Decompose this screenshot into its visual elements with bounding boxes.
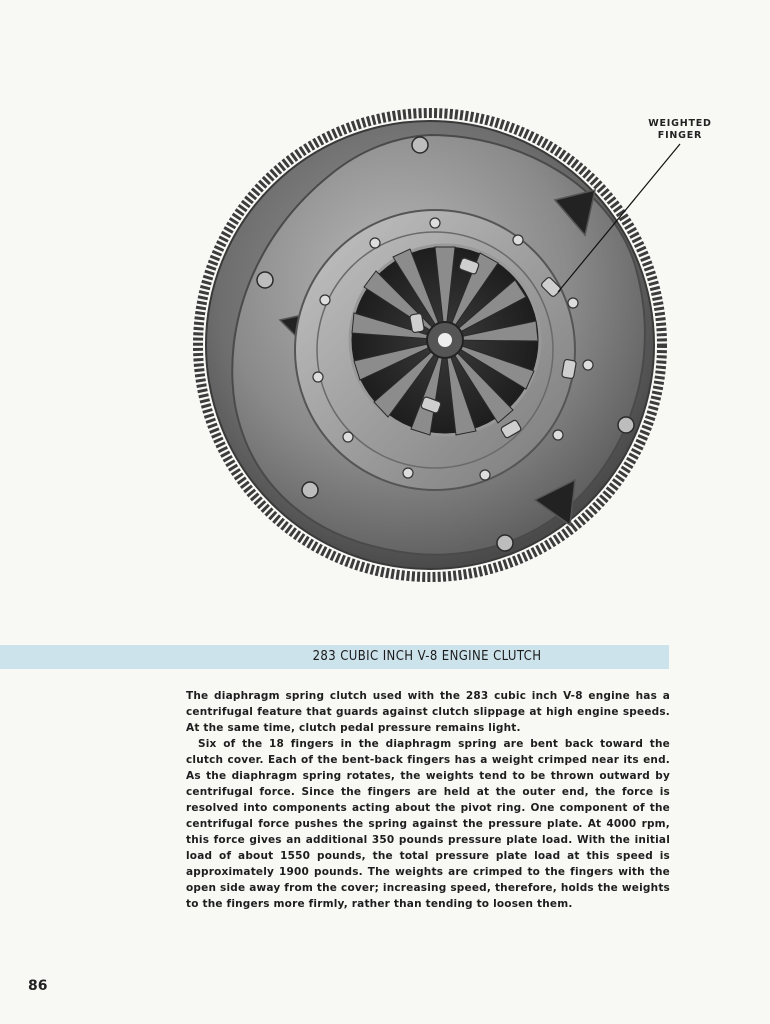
body-text — [186, 688, 670, 912]
paragraph-2: Six of the 18 fingers in the diaphragm spring are bent back toward the clutch cover. Each of the bent-back fingers has a weight crimped near its end. As the diaphragm spring rotates, the weights tend to be thrown outward by centrifugal force. Since the fingers are held at the outer end, the force is resolved into components acting about the pivot ring. One component of the centrifugal force pushes the spring against the pressure plate. At 4000 rpm, this force gives an additional 350 pounds pressure plate load. With the initial load of about 1550 pounds, the total pressure plate load at this speed is approximately 1900 pounds. The weights are crimped to the fingers with the open side away from the cover; increasing speed, therefore, holds the weights to the fingers more firmly, rather than tending to loosen them. — [186, 738, 670, 910]
figure-caption: 283 CUBIC INCH V-8 ENGINE CLUTCH — [312, 649, 542, 664]
callout-line-2: FINGER — [657, 130, 703, 141]
paragraph-1: The diaphragm spring clutch used with the 283 cubic inch V-8 engine has a centrifugal feature that guards against clutch slippage at high engine speeds. At the same time, clutch pedal pressure remains light. — [186, 690, 670, 734]
weighted-finger-callout — [630, 118, 730, 142]
clutch-illustration — [180, 95, 680, 595]
callout-line-1: WEIGHTED — [648, 118, 712, 129]
page-number: 86 — [28, 978, 48, 994]
